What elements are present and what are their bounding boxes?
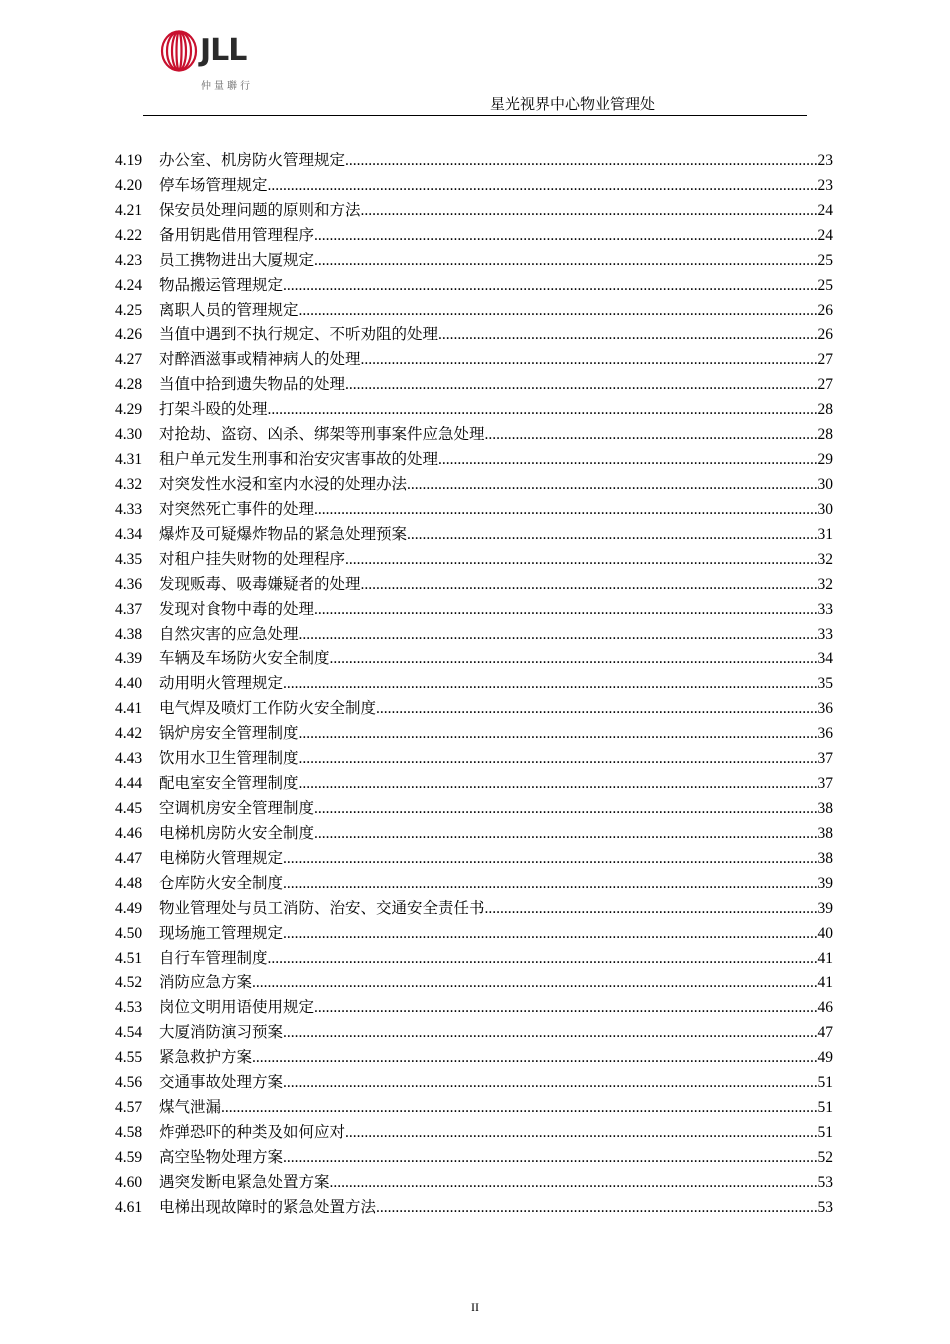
- toc-entry-page: 32: [817, 575, 833, 593]
- toc-entry-page: 41: [817, 974, 833, 992]
- toc-entry-title: 电梯防火管理规定: [159, 848, 284, 867]
- toc-entry-title: 煤气泄漏: [159, 1098, 222, 1117]
- toc-entry-number: 4.23: [115, 251, 143, 269]
- toc-leader-dots: [299, 299, 818, 324]
- toc-entry-number: 4.36: [115, 575, 143, 593]
- toc-entry-title: 对醉酒滋事或精神病人的处理: [159, 350, 361, 369]
- toc-entry-number: 4.38: [115, 625, 143, 643]
- toc-leader-dots: [283, 1071, 817, 1096]
- toc-entry-number: 4.47: [115, 849, 143, 867]
- toc-entry-number: 4.56: [115, 1074, 143, 1092]
- toc-entry-page: 38: [817, 824, 833, 842]
- toc-entry[interactable]: [115, 1045, 833, 1070]
- toc-entry-page: 30: [817, 500, 833, 518]
- toc-entry-number: 4.44: [115, 775, 143, 793]
- toc-entry[interactable]: [115, 422, 833, 447]
- toc-leader-dots: [283, 847, 817, 872]
- toc-entry-page: 51: [817, 1099, 833, 1117]
- toc-entry[interactable]: [115, 497, 833, 522]
- toc-entry-title: 电梯机房防火安全制度: [159, 823, 315, 842]
- toc-leader-dots: [299, 747, 818, 772]
- toc-entry-number: 4.41: [115, 700, 143, 718]
- toc-entry-page: 26: [817, 301, 833, 319]
- toc-entry[interactable]: [115, 397, 833, 422]
- toc-entry-title: 当值中遇到不执行规定、不听劝阻的处理: [159, 325, 439, 344]
- toc-entry[interactable]: [115, 846, 833, 871]
- toc-leader-dots: [438, 448, 817, 473]
- toc-entry-number: 4.46: [115, 824, 143, 842]
- toc-entry[interactable]: [115, 522, 833, 547]
- toc-entry-page: 39: [817, 874, 833, 892]
- logo-subtitle: 仲量聯行: [201, 81, 253, 92]
- toc-entry-page: 51: [817, 1123, 833, 1141]
- toc-entry-number: 4.27: [115, 351, 143, 369]
- toc-entry-page: 27: [817, 376, 833, 394]
- toc-leader-dots: [299, 772, 818, 797]
- toc-entry-page: 38: [817, 849, 833, 867]
- toc-entry-page: 23: [817, 152, 833, 169]
- toc-leader-dots: [407, 473, 817, 498]
- toc-entry[interactable]: [115, 1195, 833, 1220]
- toc-entry-page: 49: [817, 1049, 833, 1067]
- header-title: 星光视界中心物业管理处: [490, 95, 656, 113]
- toc-entry[interactable]: [115, 572, 833, 597]
- toc-entry-number: 4.28: [115, 376, 143, 394]
- toc-entry-number: 4.26: [115, 326, 143, 344]
- toc-leader-dots: [268, 174, 818, 199]
- toc-leader-dots: [361, 199, 818, 224]
- toc-entry-title: 对租户挂失财物的处理程序: [159, 549, 346, 568]
- toc-entry[interactable]: [115, 547, 833, 572]
- toc-leader-dots: [361, 348, 818, 373]
- toc-entry-number: 4.60: [115, 1173, 143, 1191]
- toc-entry-page: 51: [817, 1074, 833, 1092]
- toc-entry[interactable]: [115, 1145, 833, 1170]
- toc-leader-dots: [314, 996, 817, 1021]
- toc-entry-page: 28: [817, 426, 833, 444]
- toc-entry-title: 员工携物进出大厦规定: [159, 250, 315, 269]
- toc-entry-number: 4.52: [115, 974, 143, 992]
- toc-entry-title: 离职人员的管理规定: [159, 300, 299, 319]
- toc-entry-number: 4.50: [115, 924, 143, 942]
- toc-entry-title: 爆炸及可疑爆炸物品的紧急处理预案: [159, 524, 408, 543]
- toc-entry[interactable]: [115, 223, 833, 248]
- toc-entry[interactable]: [115, 671, 833, 696]
- toc-leader-dots: [407, 523, 817, 548]
- toc-entry-title: 消防应急方案: [159, 973, 253, 992]
- toc-entry-title: 物品搬运管理规定: [159, 275, 284, 294]
- toc-entry-title: 发现对食物中毒的处理: [159, 599, 315, 618]
- toc-entry[interactable]: [115, 946, 833, 971]
- toc-entry-page: 38: [817, 799, 833, 817]
- toc-entry-page: 25: [817, 276, 833, 294]
- toc-entry-page: 37: [817, 750, 833, 768]
- toc-entry-page: 33: [817, 600, 833, 618]
- toc-entry-page: 40: [817, 924, 833, 942]
- logo-wordmark: JLL: [200, 33, 247, 68]
- toc-entry-number: 4.20: [115, 176, 143, 194]
- toc-entry-title: 停车场管理规定: [159, 175, 268, 194]
- toc-entry-page: 52: [817, 1148, 833, 1166]
- page-number: II: [471, 1300, 479, 1314]
- toc-entry-title: 高空坠物处理方案: [159, 1147, 284, 1166]
- toc-entry-number: 4.30: [115, 426, 143, 444]
- toc-entry[interactable]: [115, 821, 833, 846]
- toc-entry-number: 4.53: [115, 999, 143, 1017]
- toc-leader-dots: [485, 897, 818, 922]
- toc-entry-title: 仓库防火安全制度: [159, 873, 284, 892]
- toc-entry[interactable]: [115, 970, 833, 995]
- toc-leader-dots: [283, 922, 817, 947]
- toc-entry-number: 4.51: [115, 949, 143, 967]
- toc-leader-dots: [314, 498, 817, 523]
- toc-entry-number: 4.45: [115, 799, 143, 817]
- toc-entry-number: 4.33: [115, 500, 143, 518]
- toc-entry-page: 29: [817, 451, 833, 469]
- toc-entry-page: 31: [817, 525, 833, 543]
- toc-entry[interactable]: [115, 896, 833, 921]
- toc-entry-title: 紧急救护方案: [159, 1048, 253, 1067]
- toc-entry-number: 4.54: [115, 1024, 143, 1042]
- toc-entry-number: 4.29: [115, 401, 143, 419]
- toc-leader-dots: [314, 822, 817, 847]
- toc-entry-page: 41: [817, 949, 833, 967]
- toc-entry-title: 现场施工管理规定: [159, 923, 284, 942]
- toc-leader-dots: [252, 1046, 817, 1071]
- toc-leader-dots: [268, 947, 818, 972]
- toc-entry-number: 4.31: [115, 451, 143, 469]
- toc-entry-page: 53: [817, 1198, 833, 1216]
- toc-entry[interactable]: [115, 173, 833, 198]
- toc-entry[interactable]: [115, 696, 833, 721]
- toc-entry-number: 4.34: [115, 525, 143, 543]
- toc-entry-number: 4.58: [115, 1123, 143, 1141]
- toc-entry-page: 27: [817, 351, 833, 369]
- toc-entry-page: 53: [817, 1173, 833, 1191]
- toc-entry-title: 遇突发断电紧急处置方案: [159, 1172, 330, 1191]
- toc-entry[interactable]: [115, 771, 833, 796]
- toc-entry-title: 空调机房安全管理制度: [159, 798, 315, 817]
- toc-entry[interactable]: [115, 273, 833, 298]
- toc-entry-title: 饮用水卫生管理制度: [159, 749, 299, 768]
- toc-entry[interactable]: [115, 248, 833, 273]
- toc-entry-title: 电气焊及喷灯工作防火安全制度: [159, 699, 377, 718]
- jll-logo-mark-icon: [160, 30, 198, 72]
- toc-entry-page: 35: [817, 675, 833, 693]
- toc-entry-page: 46: [817, 999, 833, 1017]
- toc-entry-number: 4.49: [115, 899, 143, 917]
- toc-entry[interactable]: [115, 622, 833, 647]
- toc-entry-number: 4.24: [115, 276, 143, 294]
- toc-entry[interactable]: [115, 1095, 833, 1120]
- toc-entry-page: 30: [817, 475, 833, 493]
- toc-entry-title: 对突发性水浸和室内水浸的处理办法: [159, 474, 408, 493]
- table-of-contents: [115, 148, 833, 1220]
- toc-entry-number: 4.19: [115, 152, 143, 169]
- toc-leader-dots: [299, 623, 818, 648]
- toc-entry-page: 37: [817, 775, 833, 793]
- toc-entry-number: 4.59: [115, 1148, 143, 1166]
- toc-entry-number: 4.25: [115, 301, 143, 319]
- toc-entry[interactable]: [115, 347, 833, 372]
- toc-entry-page: 26: [817, 326, 833, 344]
- toc-leader-dots: [283, 1146, 817, 1171]
- toc-entry-title: 办公室、机房防火管理规定: [159, 151, 346, 169]
- toc-entry[interactable]: [115, 198, 833, 223]
- toc-leader-dots: [283, 274, 817, 299]
- toc-entry[interactable]: [115, 871, 833, 896]
- toc-entry-title: 电梯出现故障时的紧急处置方法: [159, 1197, 377, 1216]
- toc-leader-dots: [283, 1021, 817, 1046]
- toc-entry-page: 36: [817, 725, 833, 743]
- toc-entry[interactable]: [115, 1020, 833, 1045]
- toc-entry-title: 对抢劫、盗窃、凶杀、绑架等刑事案件应急处理: [159, 425, 485, 444]
- toc-entry-title: 打架斗殴的处理: [159, 400, 268, 419]
- toc-entry[interactable]: [115, 298, 833, 323]
- toc-entry-title: 保安员处理问题的原则和方法: [159, 200, 361, 219]
- toc-entry-number: 4.22: [115, 226, 143, 244]
- toc-leader-dots: [330, 1171, 818, 1196]
- toc-entry[interactable]: [115, 1170, 833, 1195]
- toc-leader-dots: [252, 971, 817, 996]
- toc-entry-number: 4.61: [115, 1198, 143, 1216]
- toc-entry-page: 23: [817, 176, 833, 194]
- toc-entry[interactable]: [115, 597, 833, 622]
- header-divider: [143, 115, 807, 116]
- toc-entry-number: 4.55: [115, 1049, 143, 1067]
- toc-entry-page: 32: [817, 550, 833, 568]
- toc-entry-page: 24: [817, 226, 833, 244]
- jll-logo: [160, 30, 270, 100]
- toc-entry-page: 24: [817, 201, 833, 219]
- toc-entry[interactable]: [115, 1070, 833, 1095]
- toc-entry[interactable]: [115, 921, 833, 946]
- toc-entry[interactable]: [115, 746, 833, 771]
- toc-entry-page: 33: [817, 625, 833, 643]
- toc-entry-number: 4.57: [115, 1099, 143, 1117]
- toc-entry-page: 28: [817, 401, 833, 419]
- toc-entry-number: 4.39: [115, 650, 143, 668]
- toc-entry-title: 对突然死亡事件的处理: [159, 499, 315, 518]
- toc-leader-dots: [299, 722, 818, 747]
- toc-entry[interactable]: [115, 646, 833, 671]
- toc-entry-title: 租户单元发生刑事和治安灾害事故的处理: [159, 450, 439, 469]
- toc-entry-number: 4.43: [115, 750, 143, 768]
- toc-leader-dots: [361, 573, 818, 598]
- toc-entry[interactable]: [115, 447, 833, 472]
- toc-leader-dots: [438, 323, 817, 348]
- toc-entry-title: 物业管理处与员工消防、治安、交通安全责任书: [159, 898, 485, 917]
- toc-leader-dots: [314, 797, 817, 822]
- toc-leader-dots: [376, 697, 817, 722]
- toc-entry[interactable]: [115, 372, 833, 397]
- toc-entry[interactable]: [115, 721, 833, 746]
- toc-entry-number: 4.35: [115, 550, 143, 568]
- toc-entry-title: 自然灾害的应急处理: [159, 624, 299, 643]
- toc-entry-title: 岗位文明用语使用规定: [159, 998, 315, 1017]
- toc-entry-title: 交通事故处理方案: [159, 1073, 284, 1092]
- toc-entry-title: 大厦消防演习预案: [159, 1023, 284, 1042]
- toc-leader-dots: [283, 672, 817, 697]
- toc-leader-dots: [345, 1121, 817, 1146]
- toc-entry-number: 4.37: [115, 600, 143, 618]
- toc-entry-number: 4.21: [115, 201, 143, 219]
- toc-entry-page: 39: [817, 899, 833, 917]
- toc-entry-number: 4.48: [115, 874, 143, 892]
- toc-leader-dots: [345, 373, 817, 398]
- toc-leader-dots: [221, 1096, 817, 1121]
- toc-entry-title: 备用钥匙借用管理程序: [159, 225, 315, 244]
- toc-entry-page: 36: [817, 700, 833, 718]
- toc-entry-title: 发现贩毒、吸毒嫌疑者的处理: [159, 574, 361, 593]
- toc-entry[interactable]: [115, 995, 833, 1020]
- toc-entry[interactable]: [115, 472, 833, 497]
- toc-entry-page: 47: [817, 1024, 833, 1042]
- toc-entry-number: 4.40: [115, 675, 143, 693]
- toc-entry-page: 34: [817, 650, 833, 668]
- toc-leader-dots: [314, 249, 817, 274]
- toc-leader-dots: [485, 423, 818, 448]
- toc-entry-title: 配电室安全管理制度: [159, 774, 299, 793]
- toc-entry-title: 炸弹恐吓的种类及如何应对: [159, 1122, 346, 1141]
- toc-leader-dots: [345, 548, 817, 573]
- toc-entry-number: 4.42: [115, 725, 143, 743]
- toc-entry-title: 动用明火管理规定: [159, 674, 284, 693]
- toc-leader-dots: [345, 149, 817, 174]
- toc-leader-dots: [314, 598, 817, 623]
- toc-leader-dots: [376, 1196, 817, 1221]
- toc-entry-title: 当值中拾到遗失物品的处理: [159, 375, 346, 394]
- toc-leader-dots: [330, 647, 818, 672]
- toc-entry-page: 25: [817, 251, 833, 269]
- toc-leader-dots: [268, 398, 818, 423]
- toc-entry-number: 4.32: [115, 475, 143, 493]
- toc-entry[interactable]: [115, 148, 833, 173]
- toc-entry[interactable]: [115, 322, 833, 347]
- toc-leader-dots: [314, 224, 817, 249]
- toc-entry[interactable]: [115, 1120, 833, 1145]
- toc-entry-title: 自行车管理制度: [159, 948, 268, 967]
- toc-entry-title: 车辆及车场防火安全制度: [159, 649, 330, 668]
- toc-leader-dots: [283, 872, 817, 897]
- toc-entry-title: 锅炉房安全管理制度: [159, 724, 299, 743]
- toc-entry[interactable]: [115, 796, 833, 821]
